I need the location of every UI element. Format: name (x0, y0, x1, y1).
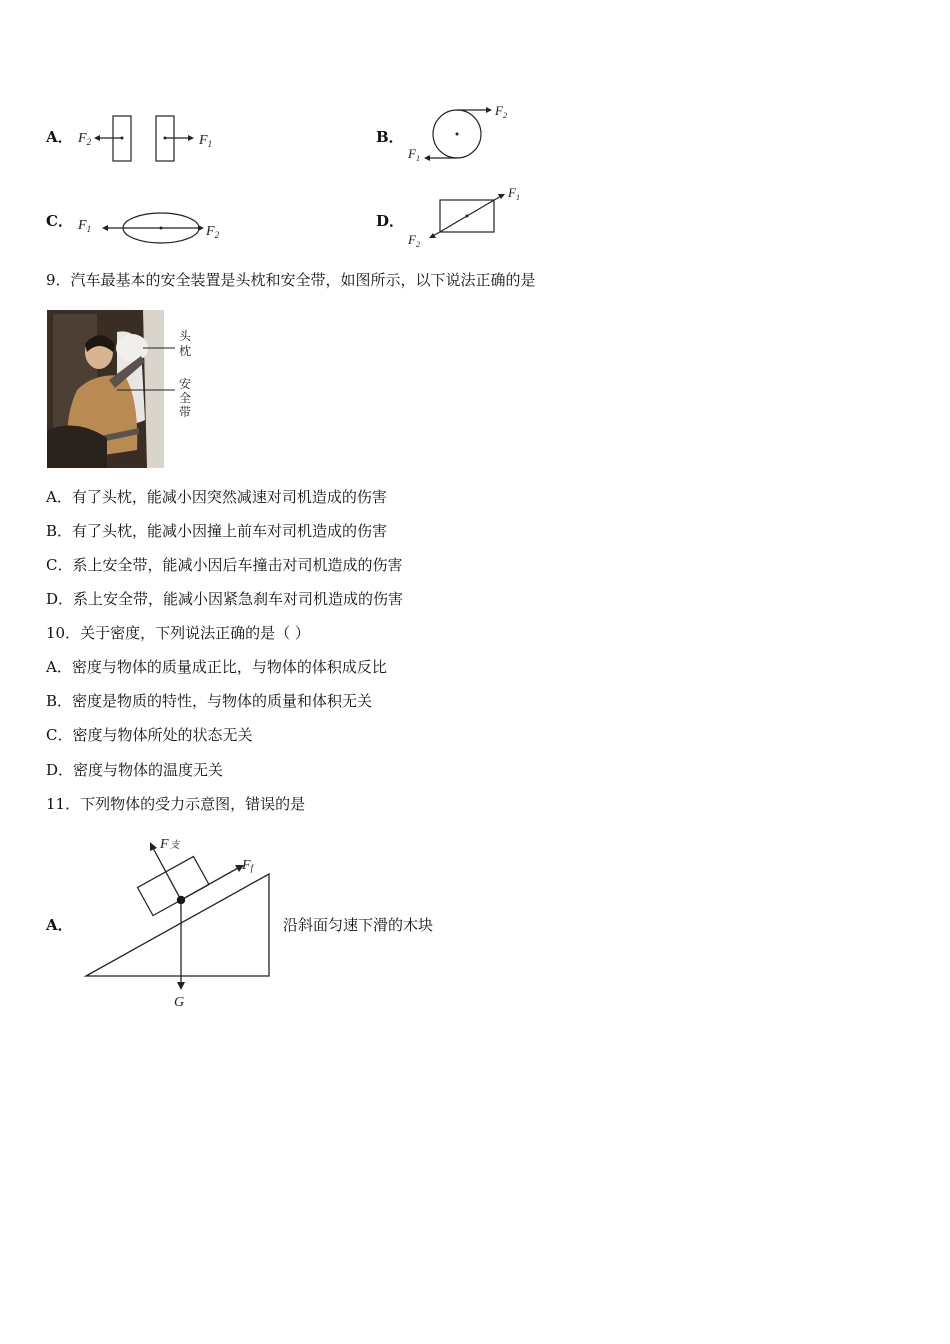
q8-option-d-figure (404, 182, 534, 252)
q8-option-a-figure (76, 108, 226, 168)
q10-option-a: A．密度与物体的质量成正比，与物体的体积成反比 (46, 658, 387, 676)
friction-force-label: Ff (242, 858, 254, 873)
f2-label: $F_2$ (78, 131, 92, 147)
headrest-label: 头 枕 (179, 329, 192, 358)
arrow-gravity (177, 982, 185, 990)
arrow-f2 (94, 135, 100, 141)
arrow-f2 (486, 107, 492, 113)
q8-option-a-label: A． (46, 128, 73, 146)
q9-stem: 9．汽车最基本的安全装置是头枕和安全带，如图所示，以下说法正确的是 (46, 271, 536, 289)
f1-label: $F_1$ (199, 133, 213, 149)
q11-option-a-label: A． (46, 916, 73, 934)
q10-option-d: D．密度与物体的温度无关 (46, 761, 224, 779)
arrow-f1 (188, 135, 194, 141)
support-force-label: F支 (160, 837, 180, 852)
f1-label: $F_1$ (408, 146, 420, 163)
q9-option-c: C．系上安全带，能减小因后车撞击对司机造成的伤害 (46, 556, 403, 574)
f2-label: $F_2$ (206, 224, 220, 240)
q8-option-b-figure (404, 100, 524, 170)
f2-label: $F_2$ (495, 103, 507, 120)
arrow-f1 (102, 225, 108, 231)
q9-option-b: B．有了头枕，能减小因撞上前车对司机造成的伤害 (46, 522, 388, 540)
q8-option-c-figure (76, 205, 236, 249)
arrow-f1 (424, 155, 430, 161)
q10-option-c: C．密度与物体所处的状态无关 (46, 726, 253, 744)
seatbelt-label: 安 全 带 (179, 377, 192, 419)
q8-option-d-label: D． (376, 212, 405, 230)
arrow-f2 (198, 225, 204, 231)
f1-label: $F_1$ (78, 218, 92, 234)
q8-option-c-label: C． (46, 212, 73, 230)
incline (86, 874, 269, 976)
q10-option-b: B．密度是物质的特性，与物体的质量和体积无关 (46, 692, 373, 710)
q11-option-a-caption: 沿斜面匀速下滑的木块 (283, 916, 434, 934)
q9-option-d: D．系上安全带，能减小因紧急刹车对司机造成的伤害 (46, 590, 404, 608)
gravity-label: G (174, 995, 185, 1010)
incline-force-diagram (80, 828, 280, 1012)
q11-stem: 11．下列物体的受力示意图，错误的是 (46, 795, 306, 813)
f1-label: $F_1$ (508, 185, 520, 202)
f2-label: $F_2$ (408, 232, 420, 249)
q8-option-b-label: B． (376, 128, 404, 146)
car-seat-photo (47, 310, 197, 468)
q10-stem: 10．关于密度，下列说法正确的是（ ） (46, 624, 310, 642)
q9-option-a: A．有了头枕，能减小因突然减速对司机造成的伤害 (46, 488, 387, 506)
